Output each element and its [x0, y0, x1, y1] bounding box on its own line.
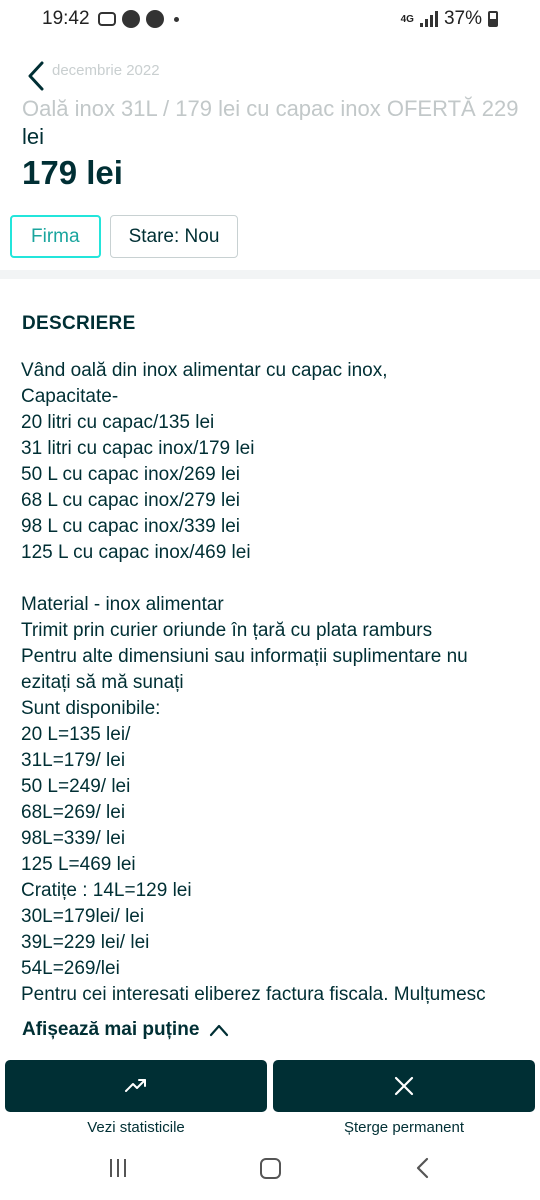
description-line: Sunt disponibile: [21, 698, 161, 719]
trending-up-icon [124, 1078, 148, 1094]
status-time: 19:42 [42, 8, 90, 29]
description-line: 98L=339/ lei [21, 828, 126, 849]
stats-label[interactable]: Vezi statisticile [87, 1119, 185, 1136]
notification-icons [98, 10, 179, 28]
description-line: 125 L=469 lei [21, 854, 136, 875]
description-text [21, 358, 521, 1008]
description-line: 50 L cu capac inox/269 lei [21, 464, 241, 485]
chrome-icon [146, 10, 164, 28]
more-notifications-dot [174, 17, 179, 22]
recent-apps-icon[interactable] [110, 1159, 132, 1179]
stats-button[interactable] [5, 1060, 267, 1112]
section-divider [0, 270, 540, 279]
listing-tags [10, 215, 238, 258]
action-bar [0, 1052, 540, 1147]
description-line: Vând oală din inox alimentar cu capac inox, [21, 360, 388, 381]
tag-firma[interactable]: Firma [10, 215, 101, 258]
description-line: Trimit prin curier oriunde în țară cu plata ramburs [21, 620, 433, 641]
description-line: 68L=269/ lei [21, 802, 126, 823]
close-icon [393, 1075, 415, 1097]
description-line: 31L=179/ lei [21, 750, 126, 771]
description-heading: DESCRIERE [22, 313, 136, 334]
description-line: 20 litri cu capac/135 lei [21, 412, 215, 433]
description-line: 50 L=249/ lei [21, 776, 131, 797]
posted-date: decembrie 2022 [52, 62, 160, 79]
description-line: 68 L cu capac inox/279 lei [21, 490, 241, 511]
description-blank-line [21, 566, 521, 592]
network-type: 4G [400, 13, 414, 25]
tag-condition[interactable]: Stare: Nou [110, 215, 239, 258]
status-right [401, 8, 498, 30]
description-line: 31 litri cu capac inox/179 lei [21, 438, 255, 459]
listing-title-tail: lei [22, 124, 45, 149]
description-line: Pentru alte dimensiuni sau informații suplimentare nu [21, 646, 468, 667]
notification-app-icon [98, 12, 116, 26]
status-bar [0, 0, 540, 40]
delete-button[interactable] [273, 1060, 535, 1112]
battery-percent: 37% [443, 8, 482, 29]
signal-icon [420, 11, 438, 27]
listing-price: 179 lei [22, 154, 123, 191]
description-line: Cratițe : 14L=129 lei [21, 880, 192, 901]
show-less-label: Afișează mai puține [22, 1019, 200, 1040]
chevron-left-icon [22, 58, 56, 94]
description-line: 125 L cu capac inox/469 lei [21, 542, 251, 563]
chrome-icon [122, 10, 140, 28]
show-less-button[interactable] [22, 1019, 229, 1041]
description-line: ezitați să mă sunați [21, 672, 184, 693]
battery-icon [488, 11, 498, 27]
system-nav-bar [0, 1147, 540, 1200]
system-back-icon[interactable] [412, 1156, 434, 1180]
delete-label[interactable]: Șterge permanent [343, 1119, 465, 1136]
back-button[interactable] [22, 58, 56, 94]
chevron-up-icon [209, 1023, 229, 1037]
description-line: 39L=229 lei/ lei [21, 932, 150, 953]
description-line: Capacitate- [21, 386, 119, 407]
chevron-left-icon [412, 1156, 434, 1180]
listing-title-faded: Oală inox 31L / 179 lei cu capac inox OFERTĂ 229 [22, 96, 519, 120]
description-line: 98 L cu capac inox/339 lei [21, 516, 241, 537]
home-icon[interactable] [260, 1158, 281, 1179]
description-line: 30L=179lei/ lei [21, 906, 145, 927]
description-line: 20 L=135 lei/ [21, 724, 131, 745]
description-line: Pentru cei interesati eliberez factura fiscala. Mulțumesc [21, 984, 486, 1005]
description-line: 54L=269/lei [21, 958, 120, 979]
description-line: Material - inox alimentar [21, 594, 224, 615]
